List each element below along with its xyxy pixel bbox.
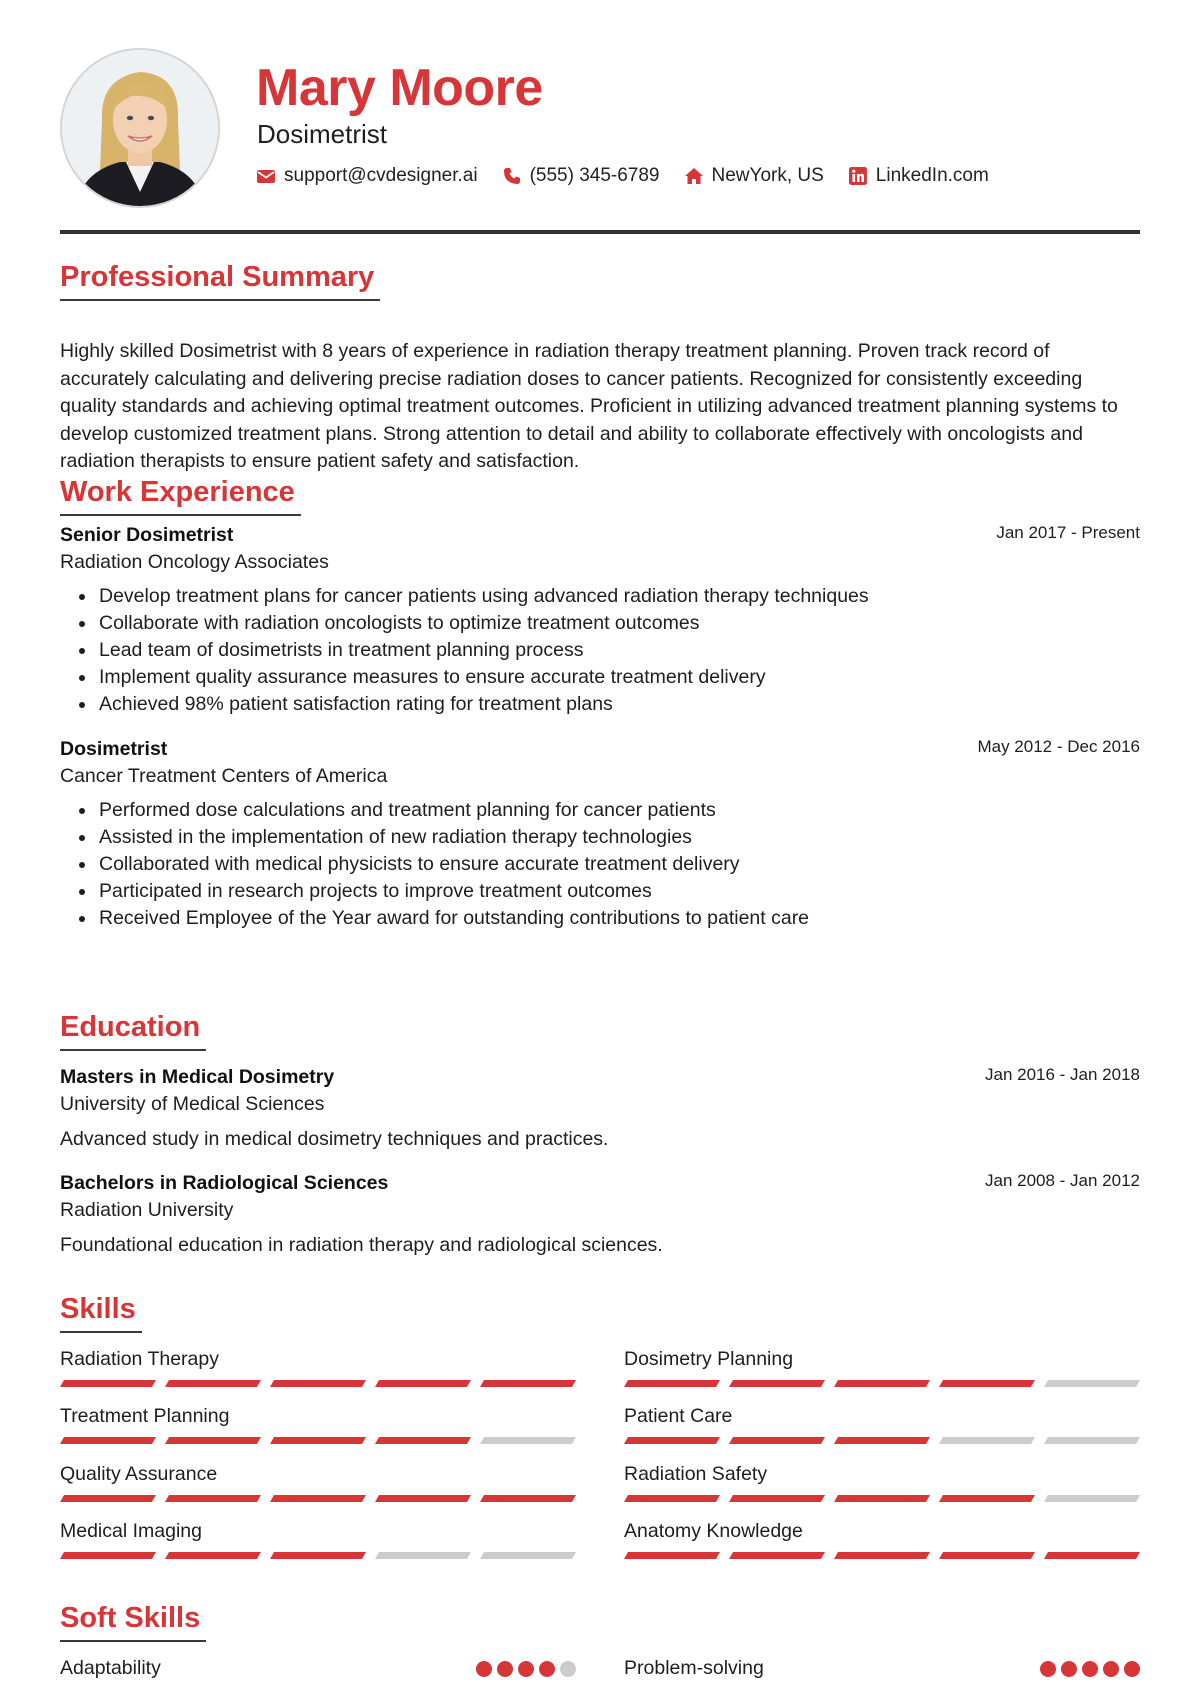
skill-segment-filled: [834, 1437, 930, 1444]
skill-level-bar: [60, 1495, 576, 1502]
skill-name: Dosimetry Planning: [624, 1348, 794, 1370]
skill-segment-filled: [270, 1495, 366, 1502]
candidate-role: Dosimetrist: [257, 119, 388, 149]
skill-segment-empty: [480, 1437, 576, 1444]
education-description: Foundational education in radiation therapy and radiological sciences.: [60, 1234, 663, 1256]
profile-portrait-icon: [62, 50, 218, 206]
skill-segment-filled: [939, 1552, 1035, 1559]
skill-segment-filled: [1044, 1552, 1140, 1559]
rating-dot-filled: [1040, 1661, 1056, 1677]
job-bullet: • Performed dose calculations and treatment planning for cancer patients: [97, 797, 809, 824]
contact-linkedin-text: LinkedIn.com: [875, 165, 989, 186]
soft-skill-rating: [1035, 1661, 1140, 1677]
job-bullet: • Collaborated with medical physicists to ensure accurate treatment delivery: [97, 851, 809, 878]
rating-dot-filled: [539, 1661, 555, 1677]
soft-skill-item: [624, 1655, 1140, 1685]
skill-segment-filled: [480, 1495, 576, 1502]
rating-dot-filled: [1124, 1661, 1140, 1677]
skill-name: Quality Assurance: [60, 1463, 218, 1485]
soft-skill-rating: [471, 1661, 576, 1677]
education-degree: Masters in Medical Dosimetry: [60, 1066, 335, 1088]
job-bullets: [60, 797, 809, 932]
skill-level-bar: [60, 1552, 576, 1559]
skill-segment-filled: [165, 1552, 261, 1559]
job-bullet: • Lead team of dosimetrists in treatment planning process: [97, 637, 869, 664]
skill-name: Patient Care: [624, 1405, 733, 1427]
skill-segment-filled: [729, 1552, 825, 1559]
job-bullet: • Implement quality assurance measures to ensure accurate treatment delivery: [97, 664, 869, 691]
rating-dot-filled: [476, 1661, 492, 1677]
section-title-experience: Work Experience: [60, 475, 301, 516]
candidate-name: Mary Moore: [256, 59, 543, 117]
rating-dot-filled: [1103, 1661, 1119, 1677]
skill-item: [624, 1346, 1140, 1402]
skill-segment-filled: [624, 1380, 720, 1387]
education-description: Advanced study in medical dosimetry techniques and practices.: [60, 1128, 609, 1150]
section-title-education: Education: [60, 1010, 206, 1051]
job-bullet: • Collaborate with radiation oncologists to optimize treatment outcomes: [97, 610, 869, 637]
job-bullet: • Develop treatment plans for cancer patients using advanced radiation therapy techniques: [97, 583, 869, 610]
skill-segment-filled: [165, 1495, 261, 1502]
skill-level-bar: [624, 1437, 1140, 1444]
rating-dot-empty: [560, 1661, 576, 1677]
summary-text: Highly skilled Dosimetrist with 8 years of experience in radiation therapy treatment planning. Proven track record of accurately calculating and delivering precise radiation doses to cancer patients. Recognized for consistently exceeding quality standards and achieving optimal treatment outcomes. Proficient in utilizing advanced treatment planning systems to develop customized treatment plans. Strong attention to detail and ability to collaborate effectively with oncologists and radiation therapists to ensure patient safety and satisfaction.: [60, 340, 1118, 472]
section-title-summary: Professional Summary: [60, 260, 380, 301]
skill-item: [60, 1461, 576, 1517]
skill-item: [624, 1403, 1140, 1459]
linkedin-icon: [848, 166, 868, 186]
education-school: University of Medical Sciences: [60, 1093, 325, 1115]
skill-segment-filled: [375, 1495, 471, 1502]
soft-skill-name: Problem-solving: [624, 1657, 764, 1679]
skill-segment-filled: [480, 1380, 576, 1387]
skill-segment-filled: [624, 1552, 720, 1559]
skill-segment-filled: [729, 1495, 825, 1502]
skill-segment-filled: [270, 1552, 366, 1559]
skill-name: Treatment Planning: [60, 1405, 230, 1427]
soft-skill-name: Adaptability: [60, 1657, 161, 1679]
contact-phone-text: (555) 345-6789: [529, 165, 660, 186]
skill-segment-filled: [60, 1552, 156, 1559]
skill-segment-filled: [60, 1437, 156, 1444]
contact-bar: [256, 164, 1013, 188]
job-company: Radiation Oncology Associates: [60, 551, 329, 573]
skill-segment-filled: [939, 1380, 1035, 1387]
contact-email-text: support@cvdesigner.ai: [284, 165, 478, 186]
job-bullet: • Participated in research projects to improve treatment outcomes: [97, 878, 809, 905]
skill-segment-filled: [834, 1552, 930, 1559]
skill-segment-filled: [165, 1380, 261, 1387]
contact-location-text: NewYork, US: [711, 165, 824, 186]
resume-page: [60, 0, 1140, 1684]
skill-item: [60, 1346, 576, 1402]
skill-segment-empty: [939, 1437, 1035, 1444]
skill-segment-empty: [375, 1552, 471, 1559]
skill-item: [624, 1518, 1140, 1574]
skill-level-bar: [60, 1380, 576, 1387]
skill-name: Medical Imaging: [60, 1520, 202, 1542]
job-bullet: • Received Employee of the Year award for outstanding contributions to patient care: [97, 905, 809, 932]
skill-segment-filled: [729, 1380, 825, 1387]
education-dates: Jan 2008 - Jan 2012: [984, 1171, 1140, 1190]
education-school: Radiation University: [60, 1199, 234, 1221]
skill-segment-filled: [834, 1495, 930, 1502]
skill-level-bar: [624, 1380, 1140, 1387]
skill-level-bar: [60, 1437, 576, 1444]
education-degree: Bachelors in Radiological Sciences: [60, 1172, 389, 1194]
phone-icon: [502, 166, 522, 186]
contact-phone[interactable]: [502, 164, 660, 188]
skill-segment-filled: [60, 1495, 156, 1502]
home-icon: [684, 166, 704, 186]
skill-level-bar: [624, 1495, 1140, 1502]
profile-photo: [60, 48, 220, 208]
contact-linkedin[interactable]: [848, 164, 989, 188]
skill-item: [60, 1518, 576, 1574]
skill-segment-filled: [375, 1380, 471, 1387]
skill-segment-filled: [624, 1437, 720, 1444]
rating-dot-filled: [518, 1661, 534, 1677]
job-bullet: • Achieved 98% patient satisfaction rating for treatment plans: [97, 691, 869, 718]
contact-email[interactable]: [256, 164, 478, 188]
rating-dot-filled: [497, 1661, 513, 1677]
job-title: Senior Dosimetrist: [60, 524, 234, 546]
skill-name: Radiation Safety: [624, 1463, 768, 1485]
skill-name: Radiation Therapy: [60, 1348, 219, 1370]
skill-segment-filled: [939, 1495, 1035, 1502]
job-dates: May 2012 - Dec 2016: [977, 737, 1140, 756]
rating-dot-filled: [1082, 1661, 1098, 1677]
skill-segment-filled: [624, 1495, 720, 1502]
envelope-icon: [256, 166, 276, 186]
skill-segment-filled: [270, 1437, 366, 1444]
skill-level-bar: [624, 1552, 1140, 1559]
section-title-skills: Skills: [60, 1292, 142, 1333]
contact-location[interactable]: [684, 164, 824, 188]
job-dates: Jan 2017 - Present: [996, 523, 1140, 542]
skill-item: [624, 1461, 1140, 1517]
skill-segment-empty: [1044, 1437, 1140, 1444]
skill-segment-filled: [165, 1437, 261, 1444]
skill-item: [60, 1403, 576, 1459]
job-title: Dosimetrist: [60, 738, 168, 760]
header-divider: [60, 230, 1140, 234]
skill-name: Anatomy Knowledge: [624, 1520, 803, 1542]
skill-segment-filled: [270, 1380, 366, 1387]
job-bullet: • Assisted in the implementation of new radiation therapy technologies: [97, 824, 809, 851]
skill-segment-filled: [729, 1437, 825, 1444]
skill-segment-empty: [1044, 1495, 1140, 1502]
job-bullets: [60, 583, 869, 718]
skill-segment-empty: [1044, 1380, 1140, 1387]
skill-segment-filled: [834, 1380, 930, 1387]
rating-dot-filled: [1061, 1661, 1077, 1677]
job-company: Cancer Treatment Centers of America: [60, 765, 388, 787]
soft-skill-item: [60, 1655, 576, 1685]
section-title-soft-skills: Soft Skills: [60, 1601, 206, 1642]
skill-segment-empty: [480, 1552, 576, 1559]
education-dates: Jan 2016 - Jan 2018: [984, 1065, 1140, 1084]
skill-segment-filled: [60, 1380, 156, 1387]
skill-segment-filled: [375, 1437, 471, 1444]
